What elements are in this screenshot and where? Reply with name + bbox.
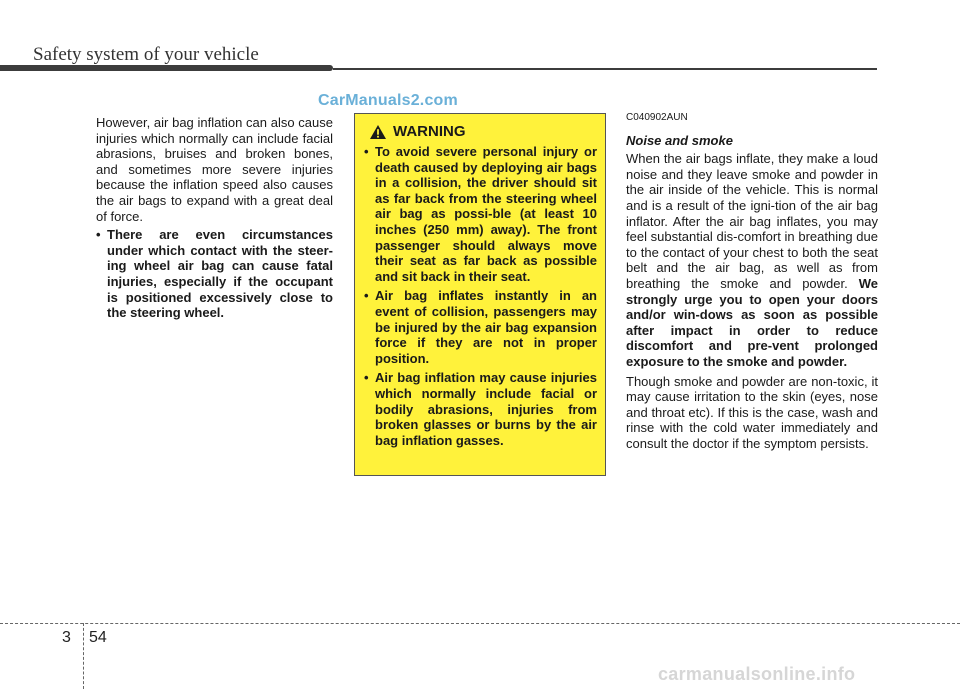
warning-item: [364, 144, 597, 284]
warning-item-text: To avoid severe personal injury or death caused by deploying air bags in a collision, the driver should sit as far back from the steering wheel air bag as possi-ble (at least 10 inches (250 mm) away). The front passenger should always move their seat as far back as possible and sit back in their seat.: [375, 144, 597, 284]
header-rule-thin: [333, 68, 877, 70]
footer-rule: [0, 623, 960, 624]
left-paragraph: However, air bag inflation can also cause injuries which normally can include facial abrasions, bruises and broken bones, and sometimes more severe injuries because the inflation speed also causes the air bags to expand with a great deal of force.: [96, 115, 333, 224]
right-column: [626, 110, 878, 455]
paragraph-bold-text: We strongly urge you to open your doors and/or win-dows as soon as possible after impact in order to reduce discomfort and pre-vent prolonged exposure to the smoke and powder.: [626, 275, 878, 369]
bullet-dot: •: [364, 370, 369, 386]
right-paragraph-2: Though smoke and powder are non-toxic, it may cause irritation to the skin (eyes, nose and throat etc). If this is the case, wash and rinse with the cold water immediately and consult the doctor if the symptom persists.: [626, 373, 878, 451]
warning-item-text: Air bag inflation may cause injuries which normally include facial or bodily abrasions, injuries from broken glasses or burns by the air bag inflation gasses.: [375, 370, 597, 448]
warning-triangle-icon: [369, 124, 387, 140]
page-header-title: Safety system of your vehicle: [33, 44, 259, 65]
left-column: [96, 115, 333, 321]
warning-item-text: Air bag inflates instantly in an event of collision, passengers may be injured by the air bag expansion force if they are not in proper position.: [375, 288, 597, 366]
watermark-bottom: carmanualsonline.info: [658, 664, 856, 684]
header-rule-thick: [0, 65, 333, 71]
warning-box: [354, 113, 606, 476]
warning-item: [364, 370, 597, 448]
left-bullet-text: There are even circumstances under which contact with the steer-ing wheel air bag can cause fatal injuries, especially if the occupant is positioned excessively close to the steering wheel.: [107, 227, 333, 321]
right-paragraph-1: [626, 151, 878, 369]
warning-item: [364, 288, 597, 366]
warning-list: [364, 144, 597, 448]
left-bullet: [96, 227, 333, 321]
page-number: 54: [89, 629, 107, 646]
footer-divider: [83, 623, 84, 689]
bullet-dot: •: [364, 144, 369, 159]
warning-header: [369, 123, 597, 140]
watermark-top: CarManuals2.com: [318, 92, 458, 109]
section-title: Noise and smoke: [626, 132, 733, 148]
bullet-dot: •: [364, 288, 369, 304]
warning-title: WARNING: [393, 123, 466, 140]
paragraph-normal-text: When the air bags inflate, they make a loud noise and they leave smoke and powder in the air inside of the vehicle. This is normal and is a result of the igni-tion of the air bag inflator. After the air bag inflates, you may feel substantial dis-comfort in breathing due to the contact of your chest to both the seat belt and the air bag, as well as from breathing the smoke and powder.: [626, 151, 878, 291]
bullet-dot: •: [96, 227, 101, 243]
section-code: C040902AUN: [626, 112, 688, 123]
chapter-number: 3: [62, 629, 71, 646]
